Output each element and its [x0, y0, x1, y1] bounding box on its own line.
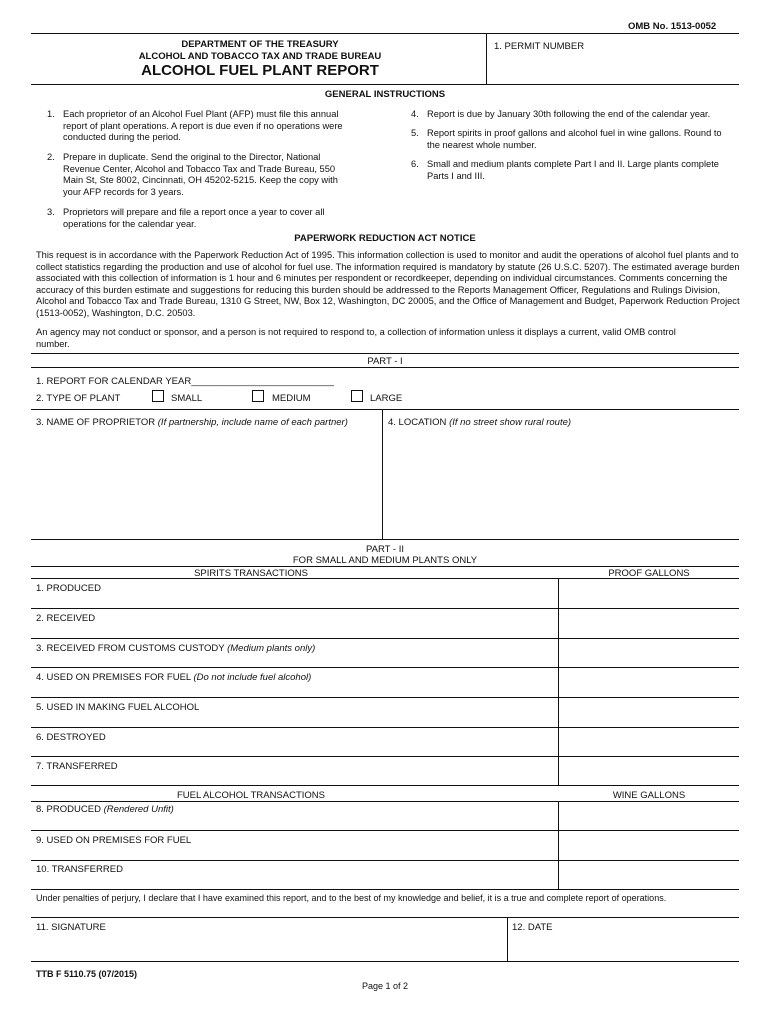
part2-subtitle: FOR SMALL AND MEDIUM PLANTS ONLY [292, 555, 478, 566]
fuel-row-9-label: 9. USED ON PREMISES FOR FUEL [36, 835, 192, 846]
calendar-year-field[interactable]: 1. REPORT FOR CALENDAR YEAR___________________________ [36, 376, 334, 387]
spirits-row-7-label: 7. TRANSFERRED [36, 761, 118, 772]
used-fuel-proof-gallons-input[interactable] [560, 669, 738, 696]
received-proof-gallons-input[interactable] [560, 610, 738, 637]
permit-number-field[interactable] [487, 53, 739, 83]
instruction-4: Report is due by January 30th following the end of the calendar year. [427, 109, 711, 119]
bureau-name: ALCOHOL AND TOBACCO TAX AND TRADE BUREAU [138, 51, 382, 62]
location-field[interactable] [384, 430, 738, 538]
omb-control-notice: An agency may not conduct or sponsor, and a person is not required to respond to, a collection of information unless it displays a current, valid OMB control number. [36, 327, 676, 349]
spirits-row-2-label: 2. RECEIVED [36, 613, 96, 624]
wine-gallons-header: WINE GALLONS [612, 790, 686, 801]
fuel-produced-wine-gallons-input[interactable] [560, 803, 738, 829]
part2-title: PART - II [365, 544, 404, 555]
transferred-proof-gallons-input[interactable] [560, 758, 738, 784]
large-checkbox[interactable] [351, 390, 363, 402]
proprietor-label: 3. NAME OF PROPRIETOR (If partnership, include name of each partner) [36, 417, 348, 428]
customs-proof-gallons-input[interactable] [560, 640, 738, 667]
produced-proof-gallons-input[interactable] [560, 580, 738, 607]
fuel-transferred-wine-gallons-input[interactable] [560, 862, 738, 888]
paperwork-heading: PAPERWORK REDUCTION ACT NOTICE [294, 233, 476, 244]
fuel-alcohol-header: FUEL ALCOHOL TRANSACTIONS [177, 790, 325, 801]
permit-number-label: 1. PERMIT NUMBER [494, 41, 585, 52]
perjury-statement: Under penalties of perjury, I declare that I have examined this report, and to the best of my knowledge and belief, it is a true and complete report of operations. [36, 893, 667, 903]
paperwork-notice: This request is in accordance with the Paperwork Reduction Act of 1995. This information collection is used to monitor and audit the operations of alcohol fuel plants and to collect statistics regarding the production and use of alcohol for fuel use. The information required is mandatory by statute (26 U.S.C. 5207). The estimated average burden associated with this collection of information is 1 hour and 6 minutes per respondent or recordkeeper, depending on individual circumstances. Comments concerning the accuracy of this burden estimate and suggestions for reducing this burden should be addressed to the Reports Management Officer, Regulations and Rulings Division, Alcohol and Tobacco Tax and Trade Bureau, 1310 G Street, NW, Box 12, Washington, DC 20005, and the Office of Management and Budget, Paperwork Reduction Project (1513-0052), Washington, D.C. 20503. [36, 250, 740, 318]
making-fuel-proof-gallons-input[interactable] [560, 699, 738, 726]
date-field[interactable] [509, 934, 738, 960]
instruction-1: Each proprietor of an Alcohol Fuel Plant (AFP) must file this annual report of plant operations. A report is due even if no operations were conducted during the period. [63, 109, 343, 143]
department-name: DEPARTMENT OF THE TREASURY [181, 39, 339, 50]
fuel-used-wine-gallons-input[interactable] [560, 832, 738, 859]
part1-title: PART - I [367, 356, 403, 367]
omb-number: OMB No. 1513-0052 [628, 21, 717, 32]
fuel-row-8-label: 8. PRODUCED (Rendered Unfit) [36, 804, 174, 815]
signature-label: 11. SIGNATURE [36, 922, 106, 933]
general-instructions-heading: GENERAL INSTRUCTIONS [324, 89, 446, 100]
form-identifier: TTB F 5110.75 (07/2015) [36, 969, 138, 979]
spirits-row-6-label: 6. DESTROYED [36, 732, 106, 743]
page-number: Page 1 of 2 [361, 981, 409, 991]
proof-gallons-header: PROOF GALLONS [608, 568, 690, 579]
spirits-transactions-header: SPIRITS TRANSACTIONS [194, 568, 308, 579]
form-title: ALCOHOL FUEL PLANT REPORT [141, 62, 379, 79]
date-label: 12. DATE [512, 922, 553, 933]
plant-type-label: 2. TYPE OF PLANT [36, 393, 121, 404]
instruction-5: Report spirits in proof gallons and alcohol fuel in wine gallons. Round to the nearest whole number. [427, 128, 722, 150]
fuel-row-10-label: 10. TRANSFERRED [36, 864, 123, 875]
spirits-row-3-label: 3. RECEIVED FROM CUSTOMS CUSTODY (Medium plants only) [36, 643, 316, 654]
instruction-2: Prepare in duplicate. Send the original to the Director, National Revenue Center, Alcohol and Tobacco Tax and Trade Bureau, 550 Main St, Ste 8002, Cincinnati, OH 45202-5215. Keep the copy with your AFP records for 3 years. [63, 152, 338, 197]
instruction-6: Small and medium plants complete Part I and II. Large plants complete Parts I and III. [427, 159, 719, 181]
small-checkbox[interactable] [152, 390, 164, 402]
spirits-row-4-label: 4. USED ON PREMISES FOR FUEL (Do not include fuel alcohol) [36, 672, 312, 683]
signature-field[interactable] [32, 934, 505, 960]
large-option-label: LARGE [370, 393, 403, 404]
spirits-row-1-label: 1. PRODUCED [36, 583, 101, 594]
small-option-label: SMALL [171, 393, 203, 404]
instruction-3: Proprietors will prepare and file a report once a year to cover all operations for the calendar year. [63, 207, 325, 229]
medium-checkbox[interactable] [252, 390, 264, 402]
medium-option-label: MEDIUM [272, 393, 311, 404]
proprietor-field[interactable] [32, 430, 380, 538]
spirits-row-5-label: 5. USED IN MAKING FUEL ALCOHOL [36, 702, 200, 713]
location-label: 4. LOCATION (If no street show rural route) [388, 417, 572, 428]
destroyed-proof-gallons-input[interactable] [560, 729, 738, 756]
